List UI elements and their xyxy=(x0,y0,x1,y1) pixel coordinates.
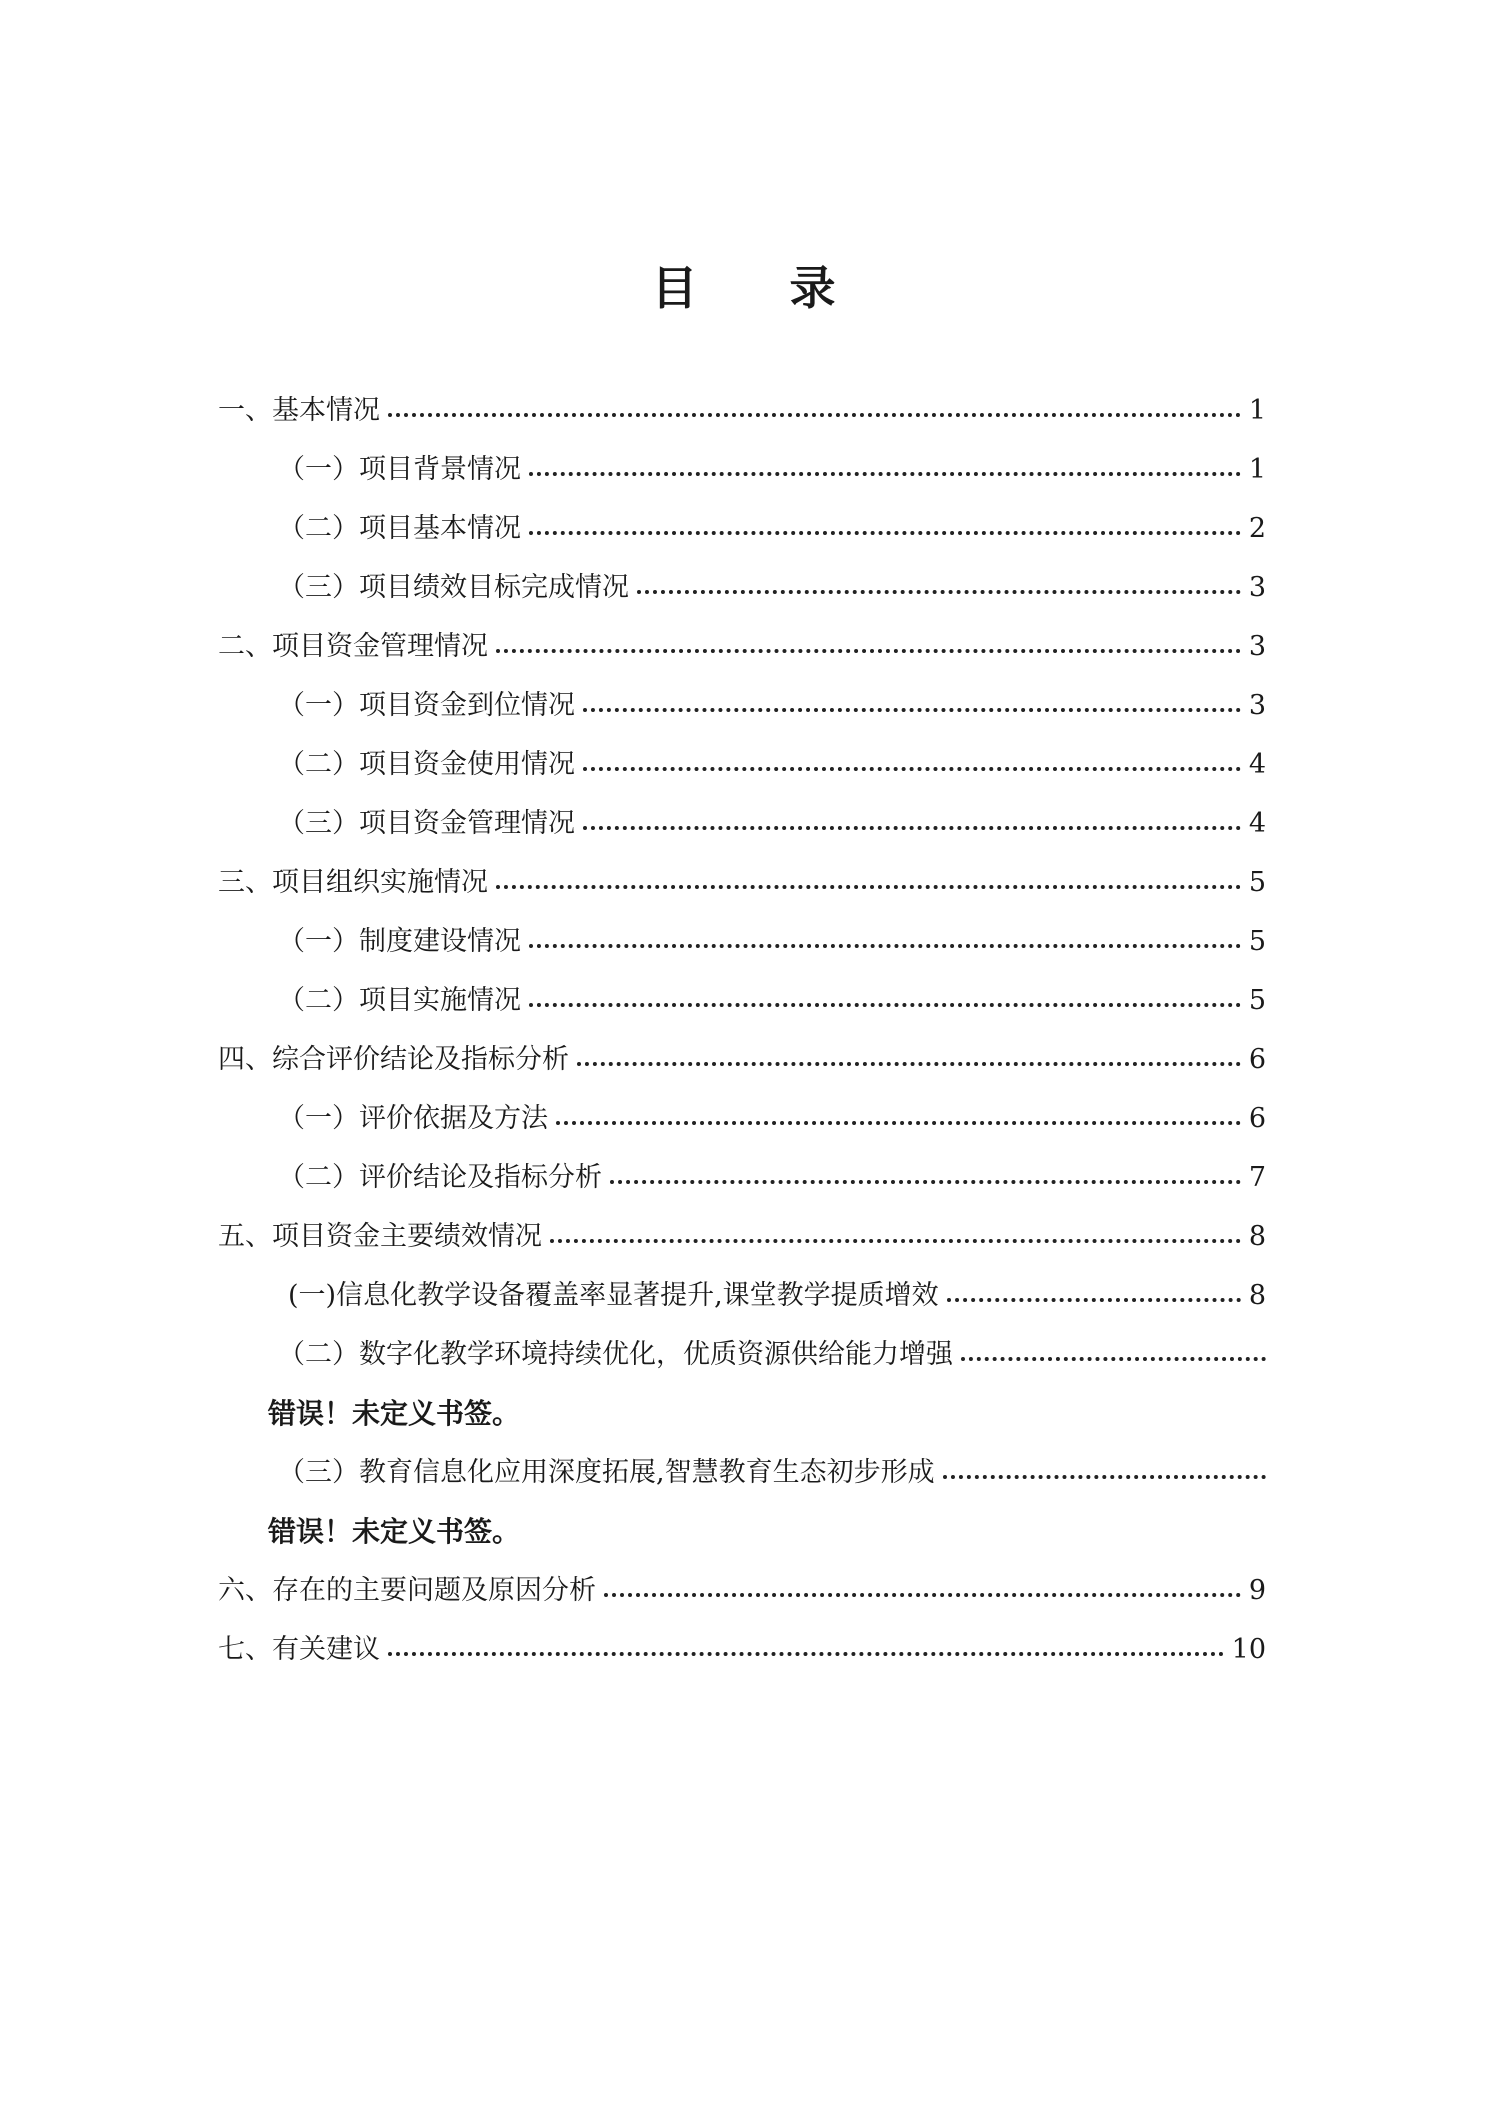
toc-entry-label: （一）制度建设情况 xyxy=(278,926,521,957)
toc-entry[interactable] xyxy=(278,1101,1266,1137)
toc-entry-label: （一）项目资金到位情况 xyxy=(278,690,575,721)
toc-entry-label: （二）评价结论及指标分析 xyxy=(278,1162,602,1193)
toc-entry[interactable] xyxy=(278,924,1266,960)
toc-entry-label: 四、综合评价结论及指标分析 xyxy=(218,1044,569,1075)
toc-leader-dots xyxy=(529,989,1241,1009)
toc-entry-label: （三）教育信息化应用深度拓展,智慧教育生态初步形成 xyxy=(278,1457,935,1488)
toc-page-number: 6 xyxy=(1248,1044,1266,1075)
toc-page-number: 5 xyxy=(1248,867,1266,898)
toc-page-number: 3 xyxy=(1248,631,1266,662)
toc-page-number: 10 xyxy=(1231,1634,1266,1665)
toc-entry-label: （二）项目资金使用情况 xyxy=(278,749,575,780)
toc-leader-dots xyxy=(583,812,1241,832)
toc-entry-label: （一）项目背景情况 xyxy=(278,454,521,485)
toc-entry-label: （一）评价依据及方法 xyxy=(278,1103,548,1134)
toc-entry-label: （二）项目基本情况 xyxy=(278,513,521,544)
bookmark-error-text: 错误！未定义书签。 xyxy=(268,1515,521,1548)
toc-page-number: 3 xyxy=(1248,572,1266,603)
toc-entry-label: （三）项目绩效目标完成情况 xyxy=(278,572,629,603)
toc-page-number: 8 xyxy=(1248,1221,1266,1252)
toc-leader-dots xyxy=(577,1048,1241,1068)
toc-leader-dots xyxy=(496,635,1241,655)
toc-entry[interactable] xyxy=(278,806,1266,842)
toc-entry-label: 三、项目组织实施情况 xyxy=(218,867,488,898)
toc-page-number: 4 xyxy=(1248,808,1266,839)
toc-page-number: 1 xyxy=(1248,454,1266,485)
toc-page-number: 9 xyxy=(1248,1575,1266,1606)
toc-leader-dots xyxy=(556,1107,1241,1127)
toc-page-number: 2 xyxy=(1248,513,1266,544)
toc-entry[interactable] xyxy=(278,570,1266,606)
toc-entry[interactable] xyxy=(218,865,1266,901)
toc-entry-label: 七、有关建议 xyxy=(218,1634,380,1665)
toc-leader-dots xyxy=(604,1579,1241,1599)
toc-entry[interactable] xyxy=(278,511,1266,547)
toc-leader-dots xyxy=(496,871,1241,891)
toc-leader-dots xyxy=(529,517,1241,537)
toc-entry-label: 五、项目资金主要绩效情况 xyxy=(218,1221,542,1252)
toc-entry[interactable] xyxy=(218,1632,1266,1668)
toc-leader-dots xyxy=(961,1343,1266,1363)
toc-entry[interactable] xyxy=(218,1219,1266,1255)
toc-leader-dots xyxy=(583,753,1241,773)
toc-entry-label: 一、基本情况 xyxy=(218,395,380,426)
toc-page-number: 5 xyxy=(1248,985,1266,1016)
bookmark-error-text: 错误！未定义书签。 xyxy=(268,1397,521,1430)
toc-entry[interactable] xyxy=(278,452,1266,488)
toc-entry[interactable] xyxy=(278,747,1266,783)
toc-leader-dots xyxy=(388,1638,1224,1658)
toc-leader-dots xyxy=(637,576,1241,596)
toc-page-number: 3 xyxy=(1248,690,1266,721)
toc-page-number: 8 xyxy=(1248,1280,1266,1311)
toc-leader-dots xyxy=(947,1284,1241,1304)
toc-entry[interactable] xyxy=(218,1573,1266,1609)
toc-page-number: 5 xyxy=(1248,926,1266,957)
toc-leader-dots xyxy=(583,694,1241,714)
toc-entry[interactable] xyxy=(278,983,1266,1019)
toc-entry[interactable] xyxy=(218,1042,1266,1078)
toc-leader-dots xyxy=(943,1461,1266,1481)
toc-entry[interactable] xyxy=(278,1160,1266,1196)
toc-entry[interactable] xyxy=(278,1337,1266,1373)
toc-page-number: 4 xyxy=(1248,749,1266,780)
toc-entry-label: 二、项目资金管理情况 xyxy=(218,631,488,662)
toc-entry-label: 六、存在的主要问题及原因分析 xyxy=(218,1575,596,1606)
toc-page-number: 7 xyxy=(1248,1162,1266,1193)
toc-entry[interactable] xyxy=(278,1455,1266,1491)
toc-page-number: 6 xyxy=(1248,1103,1266,1134)
toc-entry[interactable] xyxy=(288,1278,1266,1314)
toc-entry-label: （三）项目资金管理情况 xyxy=(278,808,575,839)
toc-leader-dots xyxy=(529,458,1241,478)
toc-leader-dots xyxy=(388,399,1241,419)
page-title: 目 录 xyxy=(651,261,874,315)
toc-page-number: 1 xyxy=(1248,395,1266,426)
toc-leader-dots xyxy=(610,1166,1241,1186)
toc-leader-dots xyxy=(529,930,1241,950)
toc-entry-label: (一)信息化教学设备覆盖率显著提升,课堂教学提质增效 xyxy=(288,1280,939,1311)
toc-entry[interactable] xyxy=(218,629,1266,665)
toc-entry[interactable] xyxy=(218,393,1266,429)
toc-entry[interactable] xyxy=(278,688,1266,724)
toc-leader-dots xyxy=(550,1225,1241,1245)
toc-entry-label: （二）数字化教学环境持续优化，优质资源供给能力增强 xyxy=(278,1339,953,1370)
toc-entry-label: （二）项目实施情况 xyxy=(278,985,521,1016)
